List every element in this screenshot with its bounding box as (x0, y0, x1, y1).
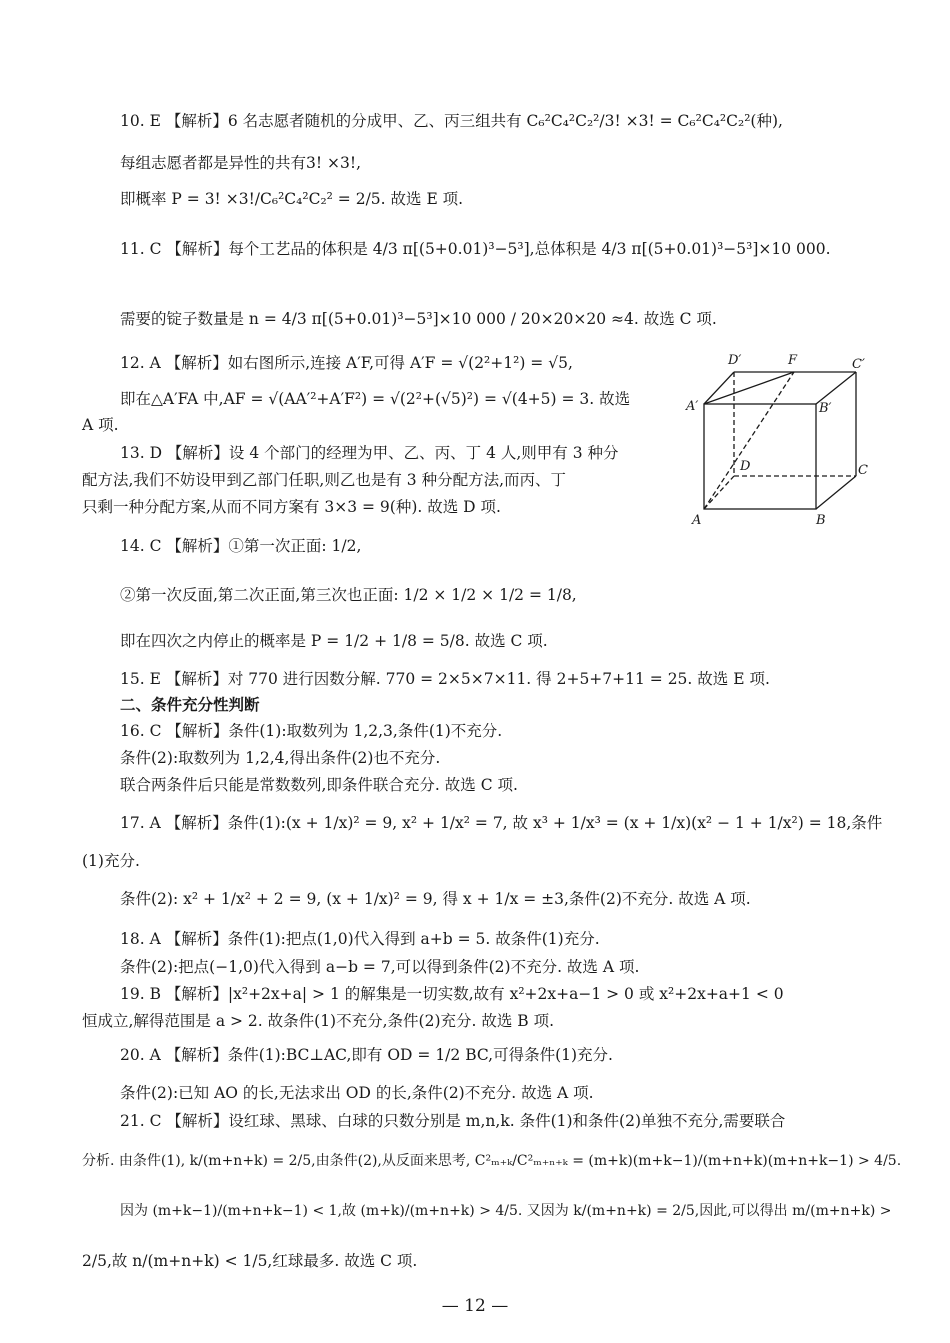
label-f: F (788, 353, 798, 368)
q20-line-2: 条件(2):已知 AO 的长,无法求出 OD 的长,条件(2)不充分. 故选 A 项. (120, 1084, 594, 1102)
q15-line-1: 15. E 【解析】对 770 进行因数分解. 770 = 2×5×7×11. 得 2+5+7+11 = 25. 故选 E 项. (120, 670, 770, 688)
q18-line-2: 条件(2):把点(−1,0)代入得到 a−b = 7,可以得到条件(2)不充分. 故选 A 项. (120, 958, 640, 976)
label-c: C (858, 463, 868, 478)
label-b-prime: B′ (819, 401, 832, 416)
q20-line-1: 20. A 【解析】条件(1):BC⊥AC,即有 OD = 1/2 BC,可得条件(1)充分. (120, 1046, 613, 1064)
q19-line-2: 恒成立,解得范围是 a > 2. 故条件(1)不充分,条件(2)充分. 故选 B 项. (82, 1012, 555, 1030)
q10-line-2: 每组志愿者都是异性的共有3! ×3!, (120, 154, 362, 172)
page-number: — 12 — (441, 1296, 509, 1316)
q21-line-3: 因为 (m+k−1)/(m+n+k−1) < 1,故 (m+k)/(m+n+k) > 4/5. 又因为 k/(m+n+k) = 2/5,因此,可以得出 m/(m+n+k) > (120, 1203, 892, 1219)
q14-line-2: ②第一次反面,第二次正面,第三次也正面: 1/2 × 1/2 × 1/2 = 1/8, (120, 586, 577, 604)
q17-line-1: 17. A 【解析】条件(1):(x + 1/x)² = 9, x² + 1/x² = 7, 故 x³ + 1/x³ = (x + 1/x)(x² − 1 + 1/x²) = 18,条件 (120, 814, 883, 832)
q16-line-3: 联合两条件后只能是常数数列,即条件联合充分. 故选 C 项. (120, 776, 518, 794)
q21-line-4: 2/5,故 n/(m+n+k) < 1/5,红球最多. 故选 C 项. (82, 1252, 418, 1270)
label-a-prime: A′ (686, 399, 699, 414)
q13-line-3: 只剩一种分配方案,从而不同方案有 3×3 = 9(种). 故选 D 项. (82, 498, 501, 516)
section-heading: 二、条件充分性判断 (120, 696, 260, 714)
q10-line-3: 即概率 P = 3! ×3!/C₆²C₄²C₂² = 2/5. 故选 E 项. (120, 190, 464, 208)
label-a: A (692, 513, 702, 528)
q12-line-3: A 项. (82, 416, 119, 434)
q14-line-3: 即在四次之内停止的概率是 P = 1/2 + 1/8 = 5/8. 故选 C 项. (120, 632, 548, 650)
q14-line-1: 14. C 【解析】①第一次正面: 1/2, (120, 537, 362, 555)
q21-line-1: 21. C 【解析】设红球、黑球、白球的只数分别是 m,n,k. 条件(1)和条件(2)单独不充分,需要联合 (120, 1112, 786, 1130)
q17-line-3: 条件(2): x² + 1/x² + 2 = 9, (x + 1/x)² = 9, 得 x + 1/x = ±3,条件(2)不充分. 故选 A 项. (120, 890, 751, 908)
q13-line-1: 13. D 【解析】设 4 个部门的经理为甲、乙、丙、丁 4 人,则甲有 3 种分 (120, 444, 619, 462)
q11-line-1: 11. C 【解析】每个工艺品的体积是 4/3 π[(5+0.01)³−5³],总体积是 4/3 π[(5+0.01)³−5³]×10 000. (120, 240, 831, 258)
q13-line-2: 配方法,我们不妨设甲到乙部门任职,则乙也是有 3 种分配方法,而丙、丁 (82, 471, 566, 489)
label-d-prime: D′ (728, 353, 742, 368)
label-d: D (740, 459, 751, 474)
q16-line-1: 16. C 【解析】条件(1):取数列为 1,2,3,条件(1)不充分. (120, 722, 503, 740)
q18-line-1: 18. A 【解析】条件(1):把点(1,0)代入得到 a+b = 5. 故条件(1)充分. (120, 930, 600, 948)
cube-front-face (704, 404, 816, 509)
label-b: B (816, 513, 826, 528)
q21-line-2: 分析. 由条件(1), k/(m+n+k) = 2/5,由条件(2),从反面来思考, C²ₘ₊ₖ/C²ₘ₊ₙ₊ₖ = (m+k)(m+k−1)/(m+n+k)(m+n+k−1) > 4/5. (82, 1153, 902, 1169)
cube-figure (684, 344, 874, 529)
q10-line-1: 10. E 【解析】6 名志愿者随机的分成甲、乙、丙三组共有 C₆²C₄²C₂²/3! ×3! = C₆²C₄²C₂²(种), (120, 112, 783, 130)
q16-line-2: 条件(2):取数列为 1,2,4,得出条件(2)也不充分. (120, 749, 441, 767)
label-c-prime: C′ (852, 357, 865, 372)
q12-line-1: 12. A 【解析】如右图所示,连接 A′F,可得 A′F = √(2²+1²) = √5, (120, 354, 573, 372)
q19-line-1: 19. B 【解析】|x²+2x+a| > 1 的解集是一切实数,故有 x²+2x+a−1 > 0 或 x²+2x+a+1 < 0 (120, 985, 784, 1003)
q11-line-2: 需要的锭子数量是 n = 4/3 π[(5+0.01)³−5³]×10 000 / 20×20×20 ≈4. 故选 C 项. (120, 310, 717, 328)
q17-line-2: (1)充分. (82, 852, 140, 870)
q12-line-2: 即在△A′FA 中,AF = √(AA′²+A′F²) = √(2²+(√5)²) = √(4+5) = 3. 故选 (120, 390, 631, 408)
